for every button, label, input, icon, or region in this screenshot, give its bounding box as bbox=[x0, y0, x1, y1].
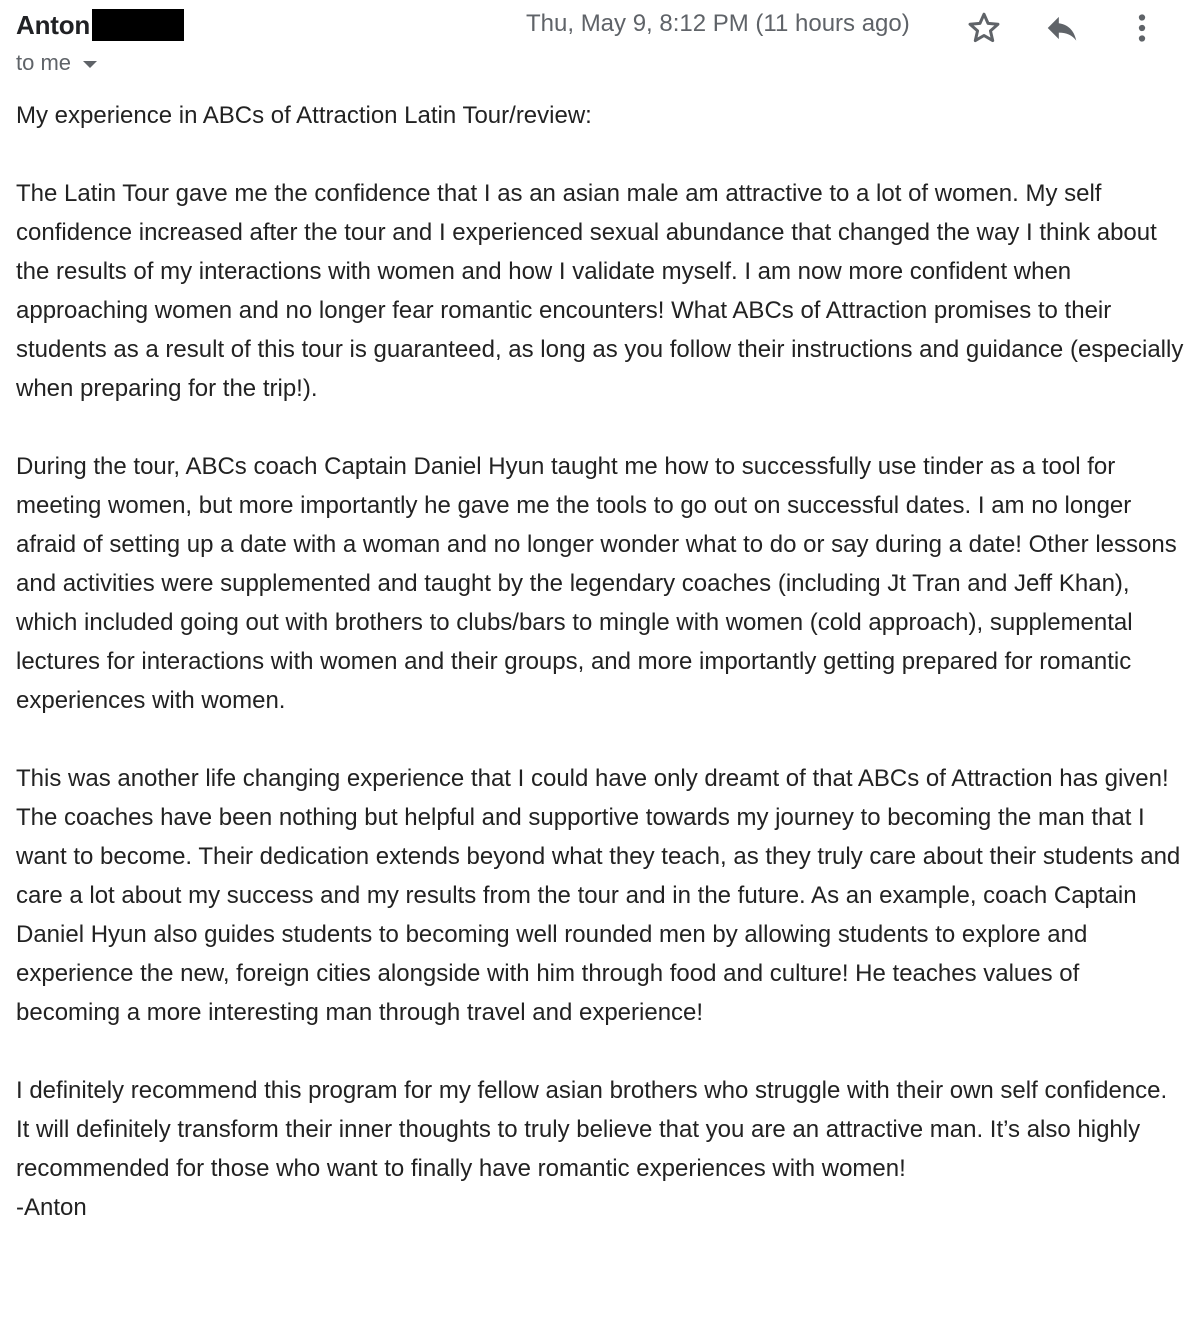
sender-name[interactable]: Anton bbox=[16, 9, 91, 40]
email-header bbox=[16, 6, 1184, 86]
star-icon[interactable] bbox=[964, 8, 1004, 48]
body-paragraph-3: This was another life changing experience that I could have only dreamt of that ABCs of Attraction has given! The coaches have been nothing but helpful and supportive towards my journey to becoming the man that I want to become. Their dedication extends beyond what they teach, as they truly care about their students and care a lot about my success and my results from the tour and in the future. As an example, coach Captain Daniel Hyun also guides students to becoming well rounded men by allowing students to explore and experience the new, foreign cities alongside with him through food and culture! He teaches values of becoming a more interesting man through travel and experience! bbox=[16, 765, 1181, 1026]
caret-down-icon[interactable] bbox=[83, 61, 97, 68]
sender-row bbox=[16, 6, 184, 44]
signature: -Anton bbox=[16, 1194, 87, 1221]
redaction-bar bbox=[92, 9, 184, 41]
timestamp: Thu, May 9, 8:12 PM (11 hours ago) bbox=[526, 10, 910, 37]
body-paragraph-4: I definitely recommend this program for my fellow asian brothers who struggle with their own self confidence. It will definitely transform their inner thoughts to truly believe that you are an attractive man. It’s also highly recommended for those who want to finally have romantic experiences with women! bbox=[16, 1077, 1168, 1182]
more-vert-icon[interactable] bbox=[1122, 8, 1162, 48]
recipient-label: to me bbox=[16, 50, 72, 75]
email-body bbox=[16, 96, 1184, 1227]
body-paragraph-2: During the tour, ABCs coach Captain Daniel Hyun taught me how to successfully use tinder as a tool for meeting women, but more importantly he gave me the tools to go out on successful dates. I am no longer afraid of setting up a date with a woman and no longer wonder what to do or say during a date! Other lessons and activities were supplemented and taught by the legendary coaches (including Jt Tran and Jeff Khan), which included going out with brothers to clubs/bars to mingle with women (cold approach), supplemental lectures for interactions with women and their groups, and more importantly getting prepared for romantic experiences with women. bbox=[16, 453, 1177, 714]
recipient-row[interactable] bbox=[16, 50, 97, 76]
body-intro: My experience in ABCs of Attraction Latin Tour/review: bbox=[16, 102, 592, 129]
reply-icon[interactable] bbox=[1042, 8, 1082, 48]
body-paragraph-1: The Latin Tour gave me the confidence that I as an asian male am attractive to a lot of women. My self confidence increased after the tour and I experienced sexual abundance that changed the way I think about the results of my interactions with women and how I validate myself. I am now more confident when approaching women and no longer fear romantic encounters! What ABCs of Attraction promises to their students as a result of this tour is guaranteed, as long as you follow their instructions and guidance (especially when preparing for the trip!). bbox=[16, 180, 1184, 402]
